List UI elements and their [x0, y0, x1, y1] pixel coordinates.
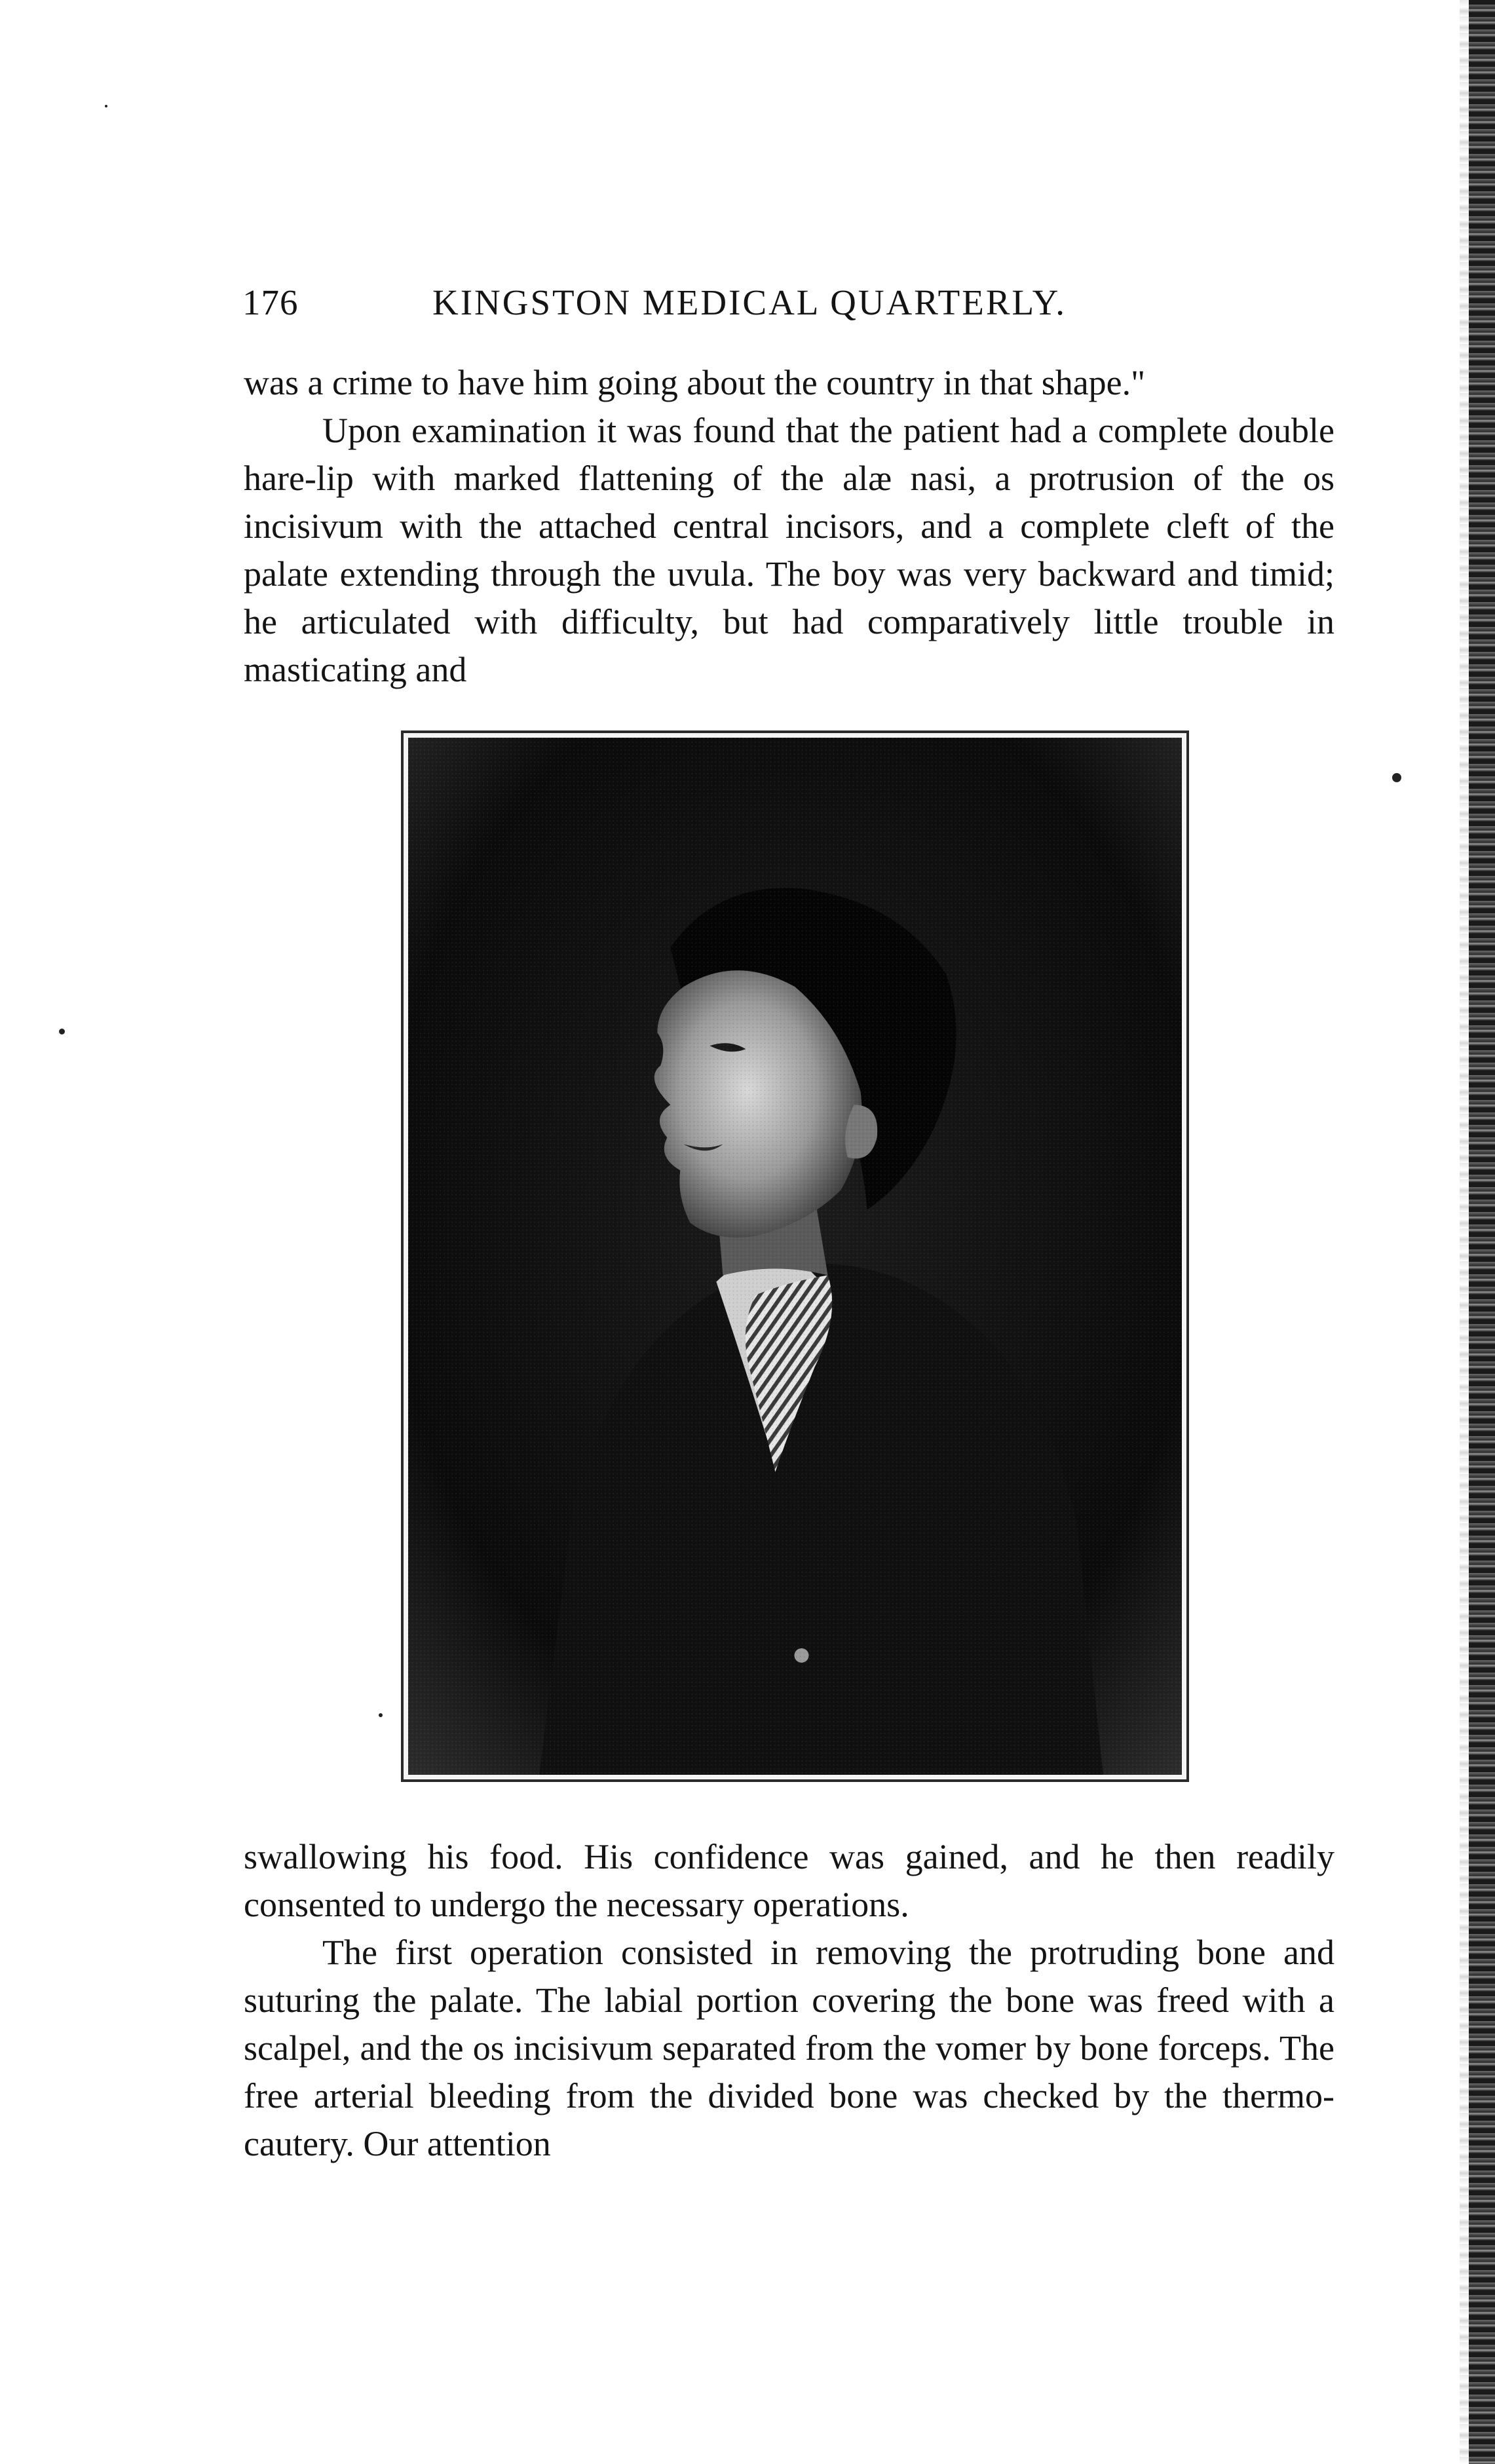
- scan-speck: [105, 105, 107, 107]
- paragraph-examination: Upon examination it was found that the patient had a complete double hare-lip with marked flattening of the alæ nasi, a protrusion of the os incisivum with the attached central incisors, and a complete cleft of the palate extending through the uvula. The boy was very backward and timid; he articulated with difficulty, but had comparatively little trouble in masticating and: [244, 411, 1334, 689]
- scanned-gutter-shadow: [1460, 0, 1469, 2464]
- continued-paragraph: swallowing his food. His confidence was gained, and he then readily consented to undergo the necessary operations.: [244, 1837, 1334, 1924]
- body-text-bottom: [244, 1833, 1334, 2168]
- scan-speck: [1392, 773, 1401, 782]
- photo-grain: [408, 738, 1182, 1775]
- page-number: 176: [242, 282, 299, 322]
- journal-title: KINGSTON MEDICAL QUARTERLY.: [432, 282, 1067, 322]
- scanned-gutter-edge: [1469, 0, 1495, 2464]
- paragraph-operation: The first operation consisted in removing the protruding bone and suturing the palate. The labial portion covering the bone was freed with a scalpel, and the os incisivum separated from the vomer by bone forceps. The free arterial bleeding from the divided bone was checked by the thermo-cautery. Our attention: [244, 1933, 1334, 2163]
- continued-sentence: [244, 359, 1334, 407]
- scan-speck: [59, 1029, 65, 1034]
- running-head: [242, 282, 1160, 334]
- body-text-top: [244, 359, 1334, 694]
- scan-speck: [379, 1713, 383, 1717]
- continued-sentence-text: was a crime to have him going about the country in that shape.": [244, 363, 1146, 402]
- portrait-photograph: [408, 738, 1182, 1775]
- portrait-figure: [401, 730, 1189, 1782]
